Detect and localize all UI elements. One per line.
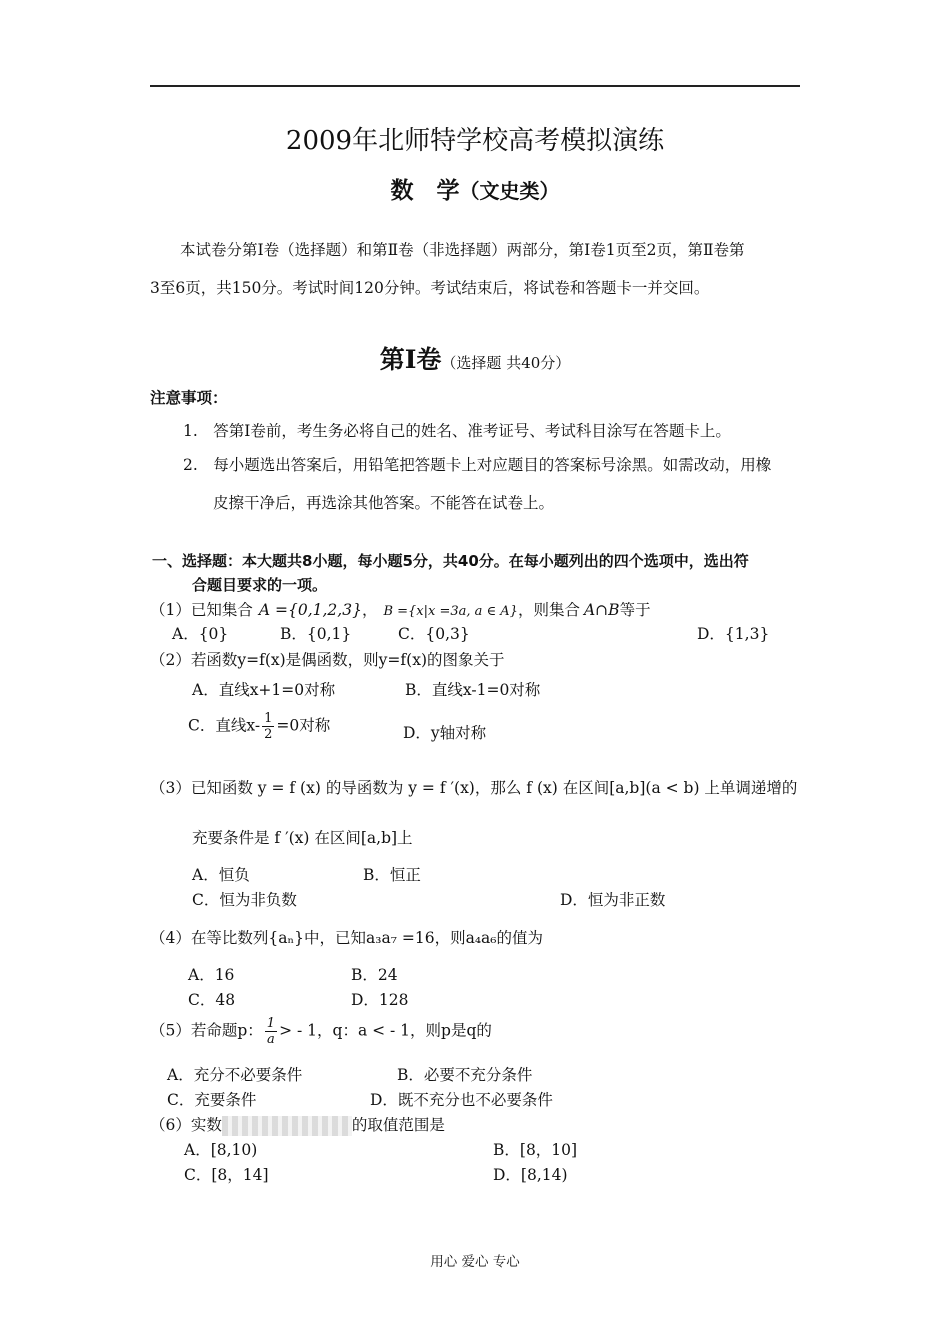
- q5-option-b: B．必要不充分条件: [397, 1066, 533, 1084]
- section-1-note: （选择题 共40分）: [441, 354, 571, 372]
- q6-stem-b: 的取值范围是: [351, 1116, 445, 1134]
- q3-option-d: D．恒为非正数: [560, 891, 666, 909]
- q2-option-a: A．直线x+1=0对称: [192, 681, 336, 699]
- q1-option-d: D．{1,3}: [697, 625, 770, 643]
- q4-option-b: B．24: [351, 966, 398, 984]
- q5-stem-b: > - 1，q：a < - 1，则p是q的: [279, 1021, 492, 1040]
- q6-stem-a: （6）实数: [150, 1116, 222, 1134]
- q2-option-c-b: =0对称: [276, 716, 331, 735]
- q1-option-b: B．{0,1}: [280, 625, 352, 643]
- page-footer: 用心 爱心 专心: [430, 1254, 520, 1270]
- q1-separator: ，: [361, 601, 378, 619]
- section-1-label: 第Ⅰ卷: [379, 345, 442, 374]
- q1-option-a: A．{0}: [172, 625, 229, 643]
- q1-set-b: B ={x|x =3a, a ∈ A}: [383, 604, 518, 619]
- q1-expression: A∩B: [583, 601, 620, 619]
- q6-option-d: D．[8,14): [493, 1166, 568, 1184]
- q3-option-c: C．恒为非负数: [192, 891, 297, 909]
- question-1-stem: [150, 598, 651, 620]
- q6-option-a: A．[8,10): [184, 1141, 258, 1159]
- q5-fraction-num: 1: [266, 1016, 276, 1031]
- q3-option-b: B．恒正: [363, 866, 421, 884]
- header-rule: [150, 85, 800, 87]
- q1-set-a: A ={0,1,2,3}: [258, 601, 362, 619]
- notes-item-2-line-1: 2. 每小题选出答案后，用铅笔把答题卡上对应题目的答案标号涂黑。如需改动，用橡: [183, 456, 772, 474]
- intro-line-1: 本试卷分第Ⅰ卷（选择题）和第Ⅱ卷（非选择题）两部分，第Ⅰ卷1页至2页，第Ⅱ卷第: [180, 241, 745, 259]
- notes-item-2-line-2: 皮擦干净后，再选涂其他答案。不能答在试卷上。: [213, 494, 555, 512]
- section-1-title: [0, 340, 950, 376]
- q3-option-a: A．恒负: [192, 866, 250, 884]
- q6-option-b: B．[8，10]: [493, 1141, 578, 1159]
- q2-fraction-den: 2: [264, 727, 273, 742]
- question-2-stem: （2）若函数y=f(x)是偶函数，则y=f(x)的图象关于: [150, 651, 505, 669]
- part-1-instructions-line-1: 一、选择题：本大题共8小题，每小题5分，共40分。在每小题列出的四个选项中，选出符: [152, 552, 749, 570]
- q4-option-d: D．128: [351, 991, 409, 1009]
- q5-option-c: C．充要条件: [167, 1091, 257, 1109]
- question-4-stem: （4）在等比数列{aₙ}中，已知a₃a₇ =16，则a₄a₆的值为: [150, 929, 543, 947]
- q6-obscured-formula: [222, 1116, 352, 1136]
- question-6-stem: [150, 1113, 445, 1136]
- question-5-stem: [150, 1016, 492, 1047]
- q5-fraction: [265, 1016, 277, 1047]
- subject-name: 数 学: [390, 177, 460, 204]
- subject-note: （文史类）: [459, 179, 560, 203]
- q1-stem-b: ，则集合: [517, 601, 580, 619]
- q4-option-a: A．16: [188, 966, 235, 984]
- q1-stem-a: （1）已知集合: [150, 601, 253, 619]
- question-3-stem-line-1: （3）已知函数 y = f (x) 的导函数为 y = f ′(x)，那么 f (x) 在区间[a,b](a < b) 上单调递增的: [150, 779, 798, 797]
- question-3-stem-line-2: 充要条件是 f ′(x) 在区间[a,b]上: [192, 829, 413, 847]
- q1-option-c: C．{0,3}: [398, 625, 470, 643]
- q6-option-c: C．[8，14]: [184, 1166, 269, 1184]
- q2-option-d: D．y轴对称: [403, 724, 487, 742]
- notes-heading: 注意事项：: [150, 389, 228, 407]
- q2-fraction-num: 1: [264, 711, 273, 726]
- part-1-instructions-line-2: 合题目要求的一项。: [192, 576, 328, 594]
- q2-option-c-a: C．直线x-: [188, 716, 261, 735]
- q4-option-c: C．48: [188, 991, 236, 1009]
- exam-subject: [0, 172, 950, 205]
- q1-stem-c: 等于: [619, 601, 651, 619]
- exam-title: 2009年北师特学校高考模拟演练: [285, 126, 665, 156]
- q5-option-a: A．充分不必要条件: [167, 1066, 303, 1084]
- intro-line-2: 3至6页，共150分。考试时间120分钟。考试结束后，将试卷和答题卡一并交回。: [150, 279, 710, 297]
- q5-option-d: D．既不充分也不必要条件: [370, 1091, 553, 1109]
- q2-option-b: B．直线x-1=0对称: [405, 681, 541, 699]
- q2-option-c: [188, 711, 330, 742]
- q2-fraction: [262, 711, 274, 742]
- q5-stem-a: （5）若命题p：: [150, 1021, 263, 1040]
- q5-fraction-den: a: [267, 1032, 275, 1047]
- notes-item-1: 1. 答第Ⅰ卷前，考生务必将自己的姓名、准考证号、考试科目涂写在答题卡上。: [183, 422, 731, 440]
